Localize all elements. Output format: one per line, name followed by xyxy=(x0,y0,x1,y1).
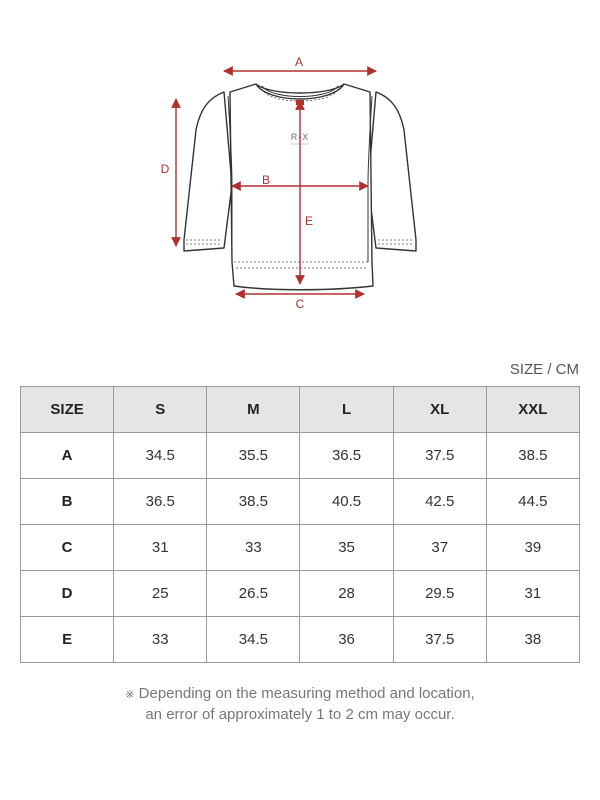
logo-subtext: RIDE MAX xyxy=(290,142,310,146)
row-label: A xyxy=(21,433,114,479)
table-cell: 34.5 xyxy=(114,433,207,479)
header-s: S xyxy=(114,387,207,433)
table-row xyxy=(21,525,580,571)
table-cell: 39 xyxy=(486,525,579,571)
dimension-a-label: A xyxy=(294,55,304,69)
table-cell: 38 xyxy=(486,617,579,663)
row-label: B xyxy=(21,479,114,525)
row-label: C xyxy=(21,525,114,571)
table-row xyxy=(21,571,580,617)
row-label: E xyxy=(21,617,114,663)
unit-label: SIZE / CM xyxy=(509,361,579,378)
table-cell: 35.5 xyxy=(207,433,300,479)
table-row xyxy=(21,617,580,663)
table-cell: 44.5 xyxy=(486,479,579,525)
row-label: D xyxy=(21,571,114,617)
table-cell: 34.5 xyxy=(207,617,300,663)
table-cell: 25 xyxy=(114,571,207,617)
table-cell: 29.5 xyxy=(393,571,486,617)
table-row xyxy=(21,433,580,479)
header-xxl: XXL xyxy=(486,387,579,433)
measurement-note xyxy=(0,684,600,724)
dimension-e-label: E xyxy=(304,214,314,228)
table-header-row xyxy=(21,387,580,433)
dimension-c-label: C xyxy=(295,297,305,311)
note-line-2: an error of approximately 1 to 2 cm may occur. xyxy=(145,706,455,723)
table-cell: 40.5 xyxy=(300,479,393,525)
garment-measurement-diagram xyxy=(0,0,600,330)
table-cell: 37.5 xyxy=(393,433,486,479)
header-l: L xyxy=(300,387,393,433)
dimension-d-label: D xyxy=(160,162,170,176)
size-chart-table xyxy=(20,386,580,663)
table-cell: 33 xyxy=(207,525,300,571)
table-cell: 37.5 xyxy=(393,617,486,663)
table-cell: 38.5 xyxy=(207,479,300,525)
table-cell: 31 xyxy=(114,525,207,571)
note-line-1 xyxy=(0,684,600,705)
table-cell: 31 xyxy=(486,571,579,617)
table-cell: 26.5 xyxy=(207,571,300,617)
reference-mark-icon: ※ xyxy=(125,689,135,701)
dimension-b-label: B xyxy=(261,173,271,187)
header-m: M xyxy=(207,387,300,433)
table-row xyxy=(21,479,580,525)
header-size: SIZE xyxy=(21,387,114,433)
table-cell: 38.5 xyxy=(486,433,579,479)
table-cell: 33 xyxy=(114,617,207,663)
header-xl: XL xyxy=(393,387,486,433)
table-cell: 42.5 xyxy=(393,479,486,525)
note-line-1-text: Depending on the measuring method and location, xyxy=(138,685,475,702)
table-cell: 37 xyxy=(393,525,486,571)
table-cell: 36 xyxy=(300,617,393,663)
table-cell: 36.5 xyxy=(114,479,207,525)
table-cell: 28 xyxy=(300,571,393,617)
logo-text: R-X xyxy=(290,132,310,142)
table-cell: 36.5 xyxy=(300,433,393,479)
table-cell: 35 xyxy=(300,525,393,571)
